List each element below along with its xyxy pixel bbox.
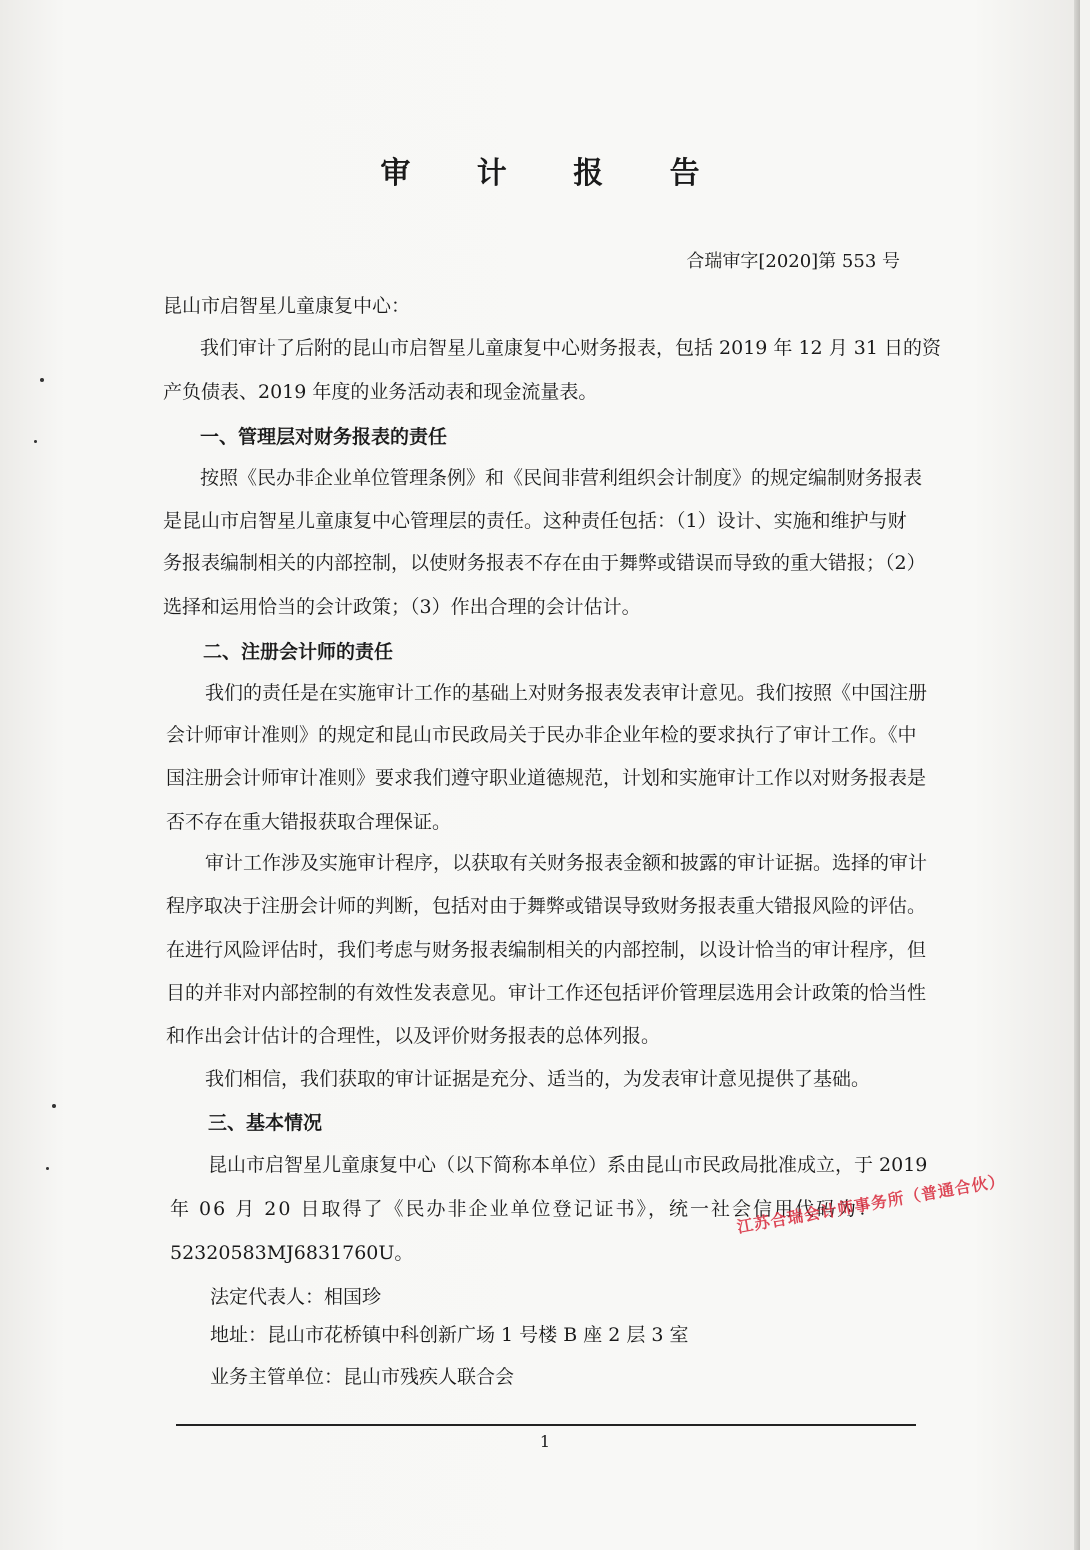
- addressee: 昆山市启智星儿童康复中心：: [163, 295, 411, 317]
- paragraph-line: 产负债表、2019 年度的业务活动表和现金流量表。: [163, 381, 598, 403]
- section-heading-2: 二、注册会计师的责任: [203, 641, 394, 663]
- paragraph-line: 目的并非对内部控制的有效性发表意见。审计工作还包括评价管理层选用会计政策的恰当性: [166, 982, 927, 1004]
- scan-speck: [34, 440, 37, 443]
- scan-speck: [40, 378, 44, 382]
- paragraph-line: 在进行风险评估时，我们考虑与财务报表编制相关的内部控制，以设计恰当的审计程序，但: [166, 939, 927, 961]
- page-edge-shadow: [1074, 0, 1080, 1550]
- report-title: 审 计 报 告: [380, 156, 728, 191]
- paragraph-line: 按照《民办非企业单位管理条例》和《民间非营利组织会计制度》的规定编制财务报表: [200, 467, 923, 489]
- paragraph-line: 会计师审计准则》的规定和昆山市民政局关于民办非企业年检的要求执行了审计工作。《中: [166, 724, 917, 746]
- scan-speck: [52, 1104, 56, 1108]
- document-number: 合瑞审字[2020]第 553 号: [686, 251, 900, 272]
- supervising-unit: 业务主管单位：昆山市残疾人联合会: [210, 1366, 515, 1388]
- official-seal-stamp: 江苏合瑞会计师事务所（普通合伙）: [735, 1170, 1007, 1237]
- paragraph-line: 国注册会计师审计准则》要求我们遵守职业道德规范，计划和实施审计工作以对财务报表是: [166, 767, 927, 789]
- address: 地址：昆山市花桥镇中科创新广场 1 号楼 B 座 2 层 3 室: [210, 1324, 689, 1346]
- paragraph-line: 审计工作涉及实施审计程序，以获取有关财务报表金额和披露的审计证据。选择的审计: [205, 852, 928, 874]
- paragraph-line: 昆山市启智星儿童康复中心（以下简称本单位）系由昆山市民政局批准成立，于 2019: [208, 1154, 928, 1176]
- legal-representative: 法定代表人：相国珍: [210, 1286, 382, 1308]
- credit-code: 52320583MJ6831760U。: [170, 1242, 414, 1264]
- paragraph-line: 我们的责任是在实施审计工作的基础上对财务报表发表审计意见。我们按照《中国注册: [205, 682, 928, 704]
- paragraph-line: 我们审计了后附的昆山市启智星儿童康复中心财务报表，包括 2019 年 12 月 31 日的资: [200, 337, 941, 359]
- paragraph-line: 程序取决于注册会计师的判断，包括对由于舞弊或错误导致财务报表重大错报风险的评估。: [166, 895, 927, 917]
- footer-divider: [176, 1424, 916, 1426]
- paragraph-line: 否不存在重大错报获取合理保证。: [166, 811, 452, 833]
- paragraph-line: 我们相信，我们获取的审计证据是充分、适当的，为发表审计意见提供了基础。: [205, 1068, 871, 1090]
- paragraph-line: 选择和运用恰当的会计政策；（3）作出合理的会计估计。: [163, 596, 641, 618]
- paragraph-line: 和作出会计估计的合理性，以及评价财务报表的总体列报。: [166, 1025, 661, 1047]
- section-heading-1: 一、管理层对财务报表的责任: [200, 426, 448, 448]
- paragraph-line: 年 06 月 20 日取得了《民办非企业单位登记证书》，统一社会信用代码为：: [170, 1198, 880, 1220]
- paragraph-line: 务报表编制相关的内部控制，以使财务报表不存在由于舞弊或错误而导致的重大错报；（2）: [163, 552, 926, 574]
- scan-speck: [46, 1167, 49, 1170]
- page-number: 1: [539, 1432, 551, 1451]
- paragraph-line: 是昆山市启智星儿童康复中心管理层的责任。这种责任包括：（1）设计、实施和维护与财: [163, 510, 907, 532]
- section-heading-3: 三、基本情况: [208, 1112, 323, 1134]
